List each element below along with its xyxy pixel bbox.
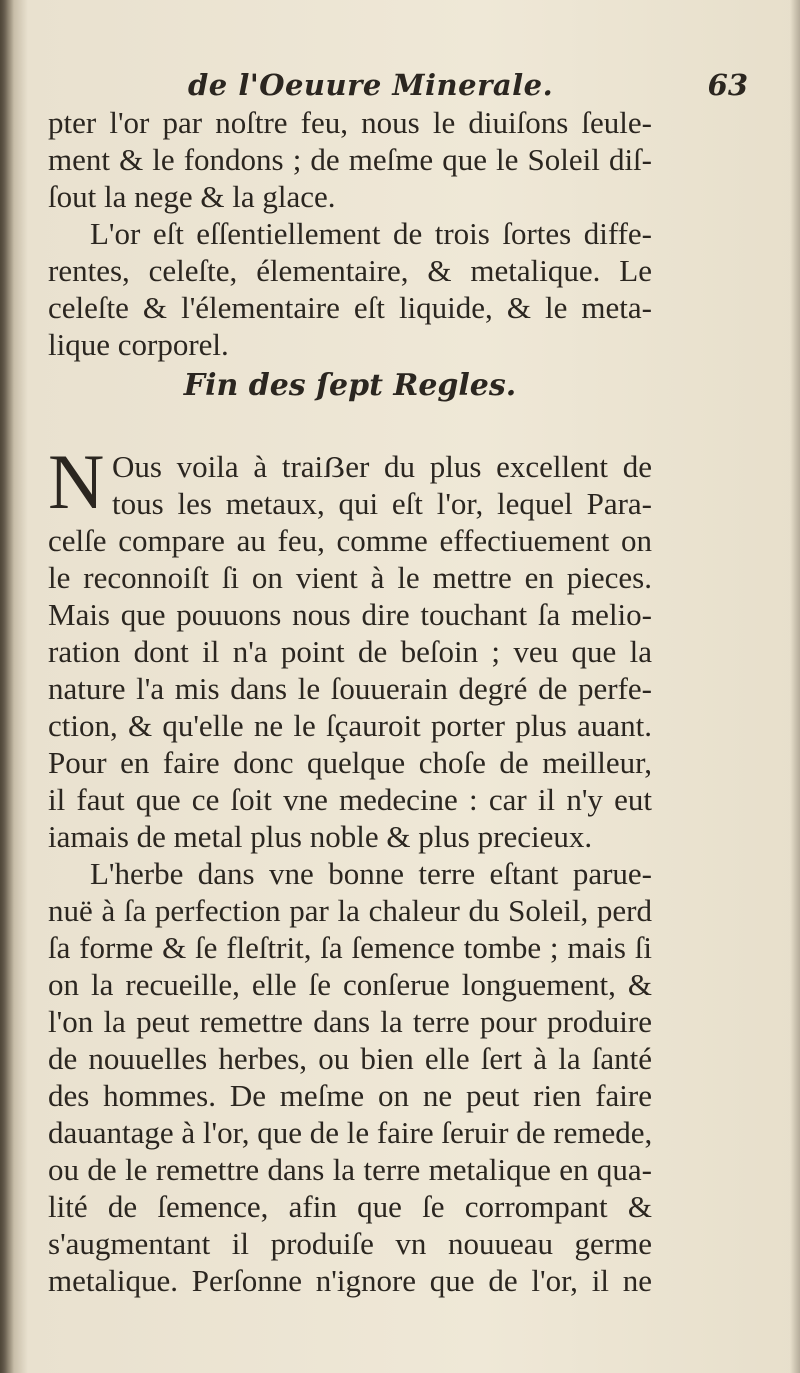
text-line: ou de le remettre dans la terre metalique en qua- <box>48 1152 652 1187</box>
binding-shadow <box>0 0 14 1373</box>
text-line: de nouuelles herbes, ou bien elle ſert à la ſanté <box>48 1041 652 1076</box>
text-line: s'augmentant il produiſe vn nouueau germe <box>48 1226 652 1261</box>
text-line: des hommes. De meſme on ne peut rien faire <box>48 1078 652 1113</box>
text-line: le reconnoiſt ſi on vient à le mettre en pieces. <box>48 560 652 595</box>
page-edge <box>790 0 800 1373</box>
text-line: Mais que pouuons nous dire touchant ſa melio- <box>48 597 652 632</box>
text-line: ction, & qu'elle ne le ſçauroit porter plus auant. <box>48 708 652 743</box>
text-line: il faut que ce ſoit vne medecine : car il n'y eut <box>48 782 652 817</box>
text-line: ſa forme & ſe fleſtrit, ſa ſemence tombe ; mais ſi <box>48 930 652 965</box>
text-line: iamais de metal plus noble & plus precieux. <box>48 819 593 854</box>
section-title: Fin des ſept Regles. <box>183 368 517 403</box>
text-line: on la recueille, elle ſe conſerue longuement, & <box>48 967 652 1002</box>
text-line: ſout la nege & la glace. <box>48 179 336 214</box>
text-line: Pour en faire donc quelque choſe de meilleur, <box>48 745 652 780</box>
text-line: ration dont il n'a point de beſoin ; veu que la <box>48 634 652 669</box>
text-line: tous les metaux, qui eſt l'or, lequel Para- <box>112 486 652 521</box>
text-line: lité de ſemence, afin que ſe corrompant & <box>48 1189 652 1224</box>
text-line: nuë à ſa perfection par la chaleur du Soleil, perd <box>48 893 652 928</box>
text-line: nature l'a mis dans le ſouuerain degré de perfe- <box>48 671 652 706</box>
text-line: pter l'or par noſtre feu, nous le diuiſons ſeule- <box>48 105 652 140</box>
drop-cap: N <box>48 438 105 525</box>
text-line: L'or eſt eſſentiellement de trois ſortes diffe- <box>90 216 652 251</box>
text-line: dauantage à l'or, que de le faire ſeruir de remede, <box>48 1115 653 1150</box>
text-line: celeſte & l'élementaire eſt liquide, & le meta- <box>48 290 652 325</box>
text-line: Ous voila à traiẞer du plus excellent de <box>112 449 652 484</box>
text-line: ment & le fondons ; de meſme que le Soleil diſ- <box>48 142 652 177</box>
text-line: celſe compare au feu, comme effectiuement on <box>48 523 652 558</box>
text-line: rentes, celeſte, élementaire, & metalique. Le <box>48 253 652 288</box>
page-number: 63 <box>707 68 748 102</box>
text-line: lique corporel. <box>48 327 229 362</box>
text-line: l'on la peut remettre dans la terre pour produire <box>48 1004 652 1039</box>
running-title: de l'Oeuure Minerale. <box>188 68 554 102</box>
text-line: metalique. Perſonne n'ignore que de l'or, il ne <box>48 1263 652 1298</box>
page-header <box>48 68 748 108</box>
text-line: L'herbe dans vne bonne terre eſtant parue- <box>90 856 652 891</box>
